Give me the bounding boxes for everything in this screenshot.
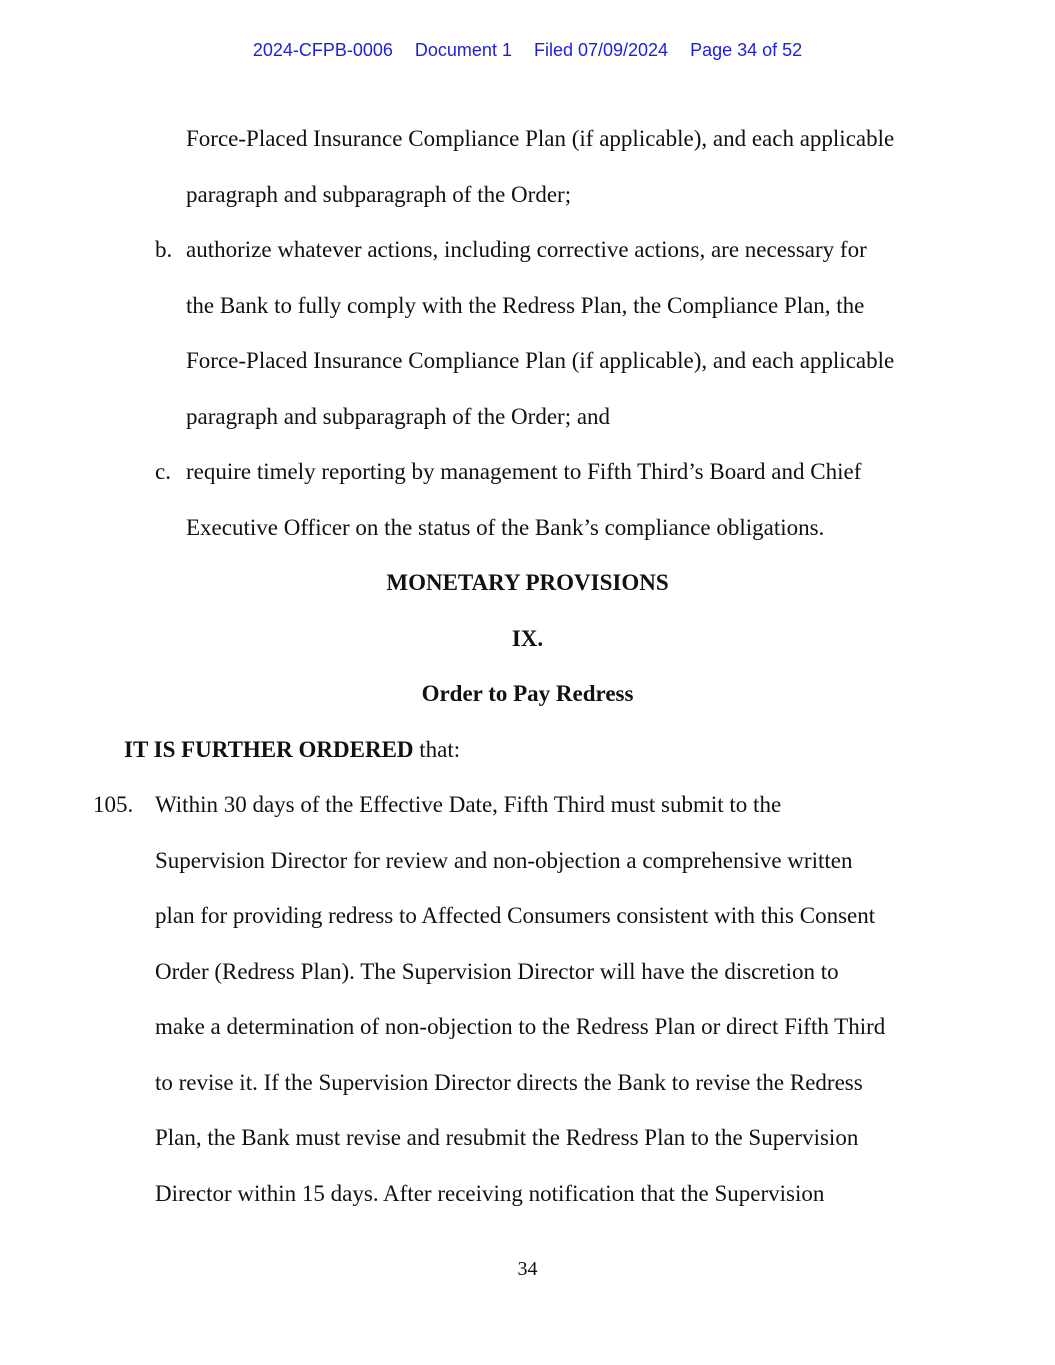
item-b-line: paragraph and subparagraph of the Order; and (186, 404, 611, 429)
ordered-bold: IT IS FURTHER ORDERED (124, 737, 414, 762)
paragraph-line: plan for providing redress to Affected Consumers consistent with this Consent (155, 903, 876, 928)
paragraph-line: to revise it. If the Supervision Director directs the Bank to revise the Redress (155, 1070, 863, 1095)
section-heading: MONETARY PROVISIONS (386, 570, 669, 595)
docket-number: 2024-CFPB-0006 (252, 40, 393, 60)
section-title: Order to Pay Redress (421, 681, 634, 706)
paragraph-line: Within 30 days of the Effective Date, Fifth Third must submit to the (155, 792, 782, 817)
ordered-rest: that: (413, 737, 461, 762)
item-b-line: the Bank to fully comply with the Redress Plan, the Compliance Plan, the (186, 293, 865, 318)
item-b-line: Force-Placed Insurance Compliance Plan (if applicable), and each applicable (186, 348, 895, 373)
paragraph-line: Director within 15 days. After receiving notification that the Supervision (155, 1181, 825, 1206)
page-indicator: Page 34 of 52 (690, 40, 803, 60)
item-c-line: require timely reporting by management to Fifth Third’s Board and Chief (186, 459, 862, 484)
continuation-line: paragraph and subparagraph of the Order; (186, 182, 572, 207)
continuation-line: Force-Placed Insurance Compliance Plan (if applicable), and each applicable (186, 126, 895, 151)
paragraph-line: Plan, the Bank must revise and resubmit the Redress Plan to the Supervision (155, 1125, 859, 1150)
paragraph-line: Order (Redress Plan). The Supervision Director will have the discretion to (155, 959, 839, 984)
filed-date: Filed 07/09/2024 (533, 40, 669, 60)
item-b-line: authorize whatever actions, including corrective actions, are necessary for (186, 237, 867, 262)
list-marker-b: b. (155, 237, 173, 262)
document-number: Document 1 (414, 40, 512, 60)
paragraph-line: make a determination of non-objection to the Redress Plan or direct Fifth Third (155, 1014, 886, 1039)
page-number: 34 (517, 1258, 538, 1280)
list-marker-c: c. (155, 459, 171, 484)
item-c-line: Executive Officer on the status of the Bank’s compliance obligations. (186, 515, 825, 540)
paragraph-line: Supervision Director for review and non-objection a comprehensive written (155, 848, 853, 873)
section-roman-numeral: IX. (511, 626, 544, 651)
ordered-clause (124, 736, 460, 764)
paragraph-number: 105. (93, 792, 134, 817)
filing-header (0, 40, 1055, 61)
